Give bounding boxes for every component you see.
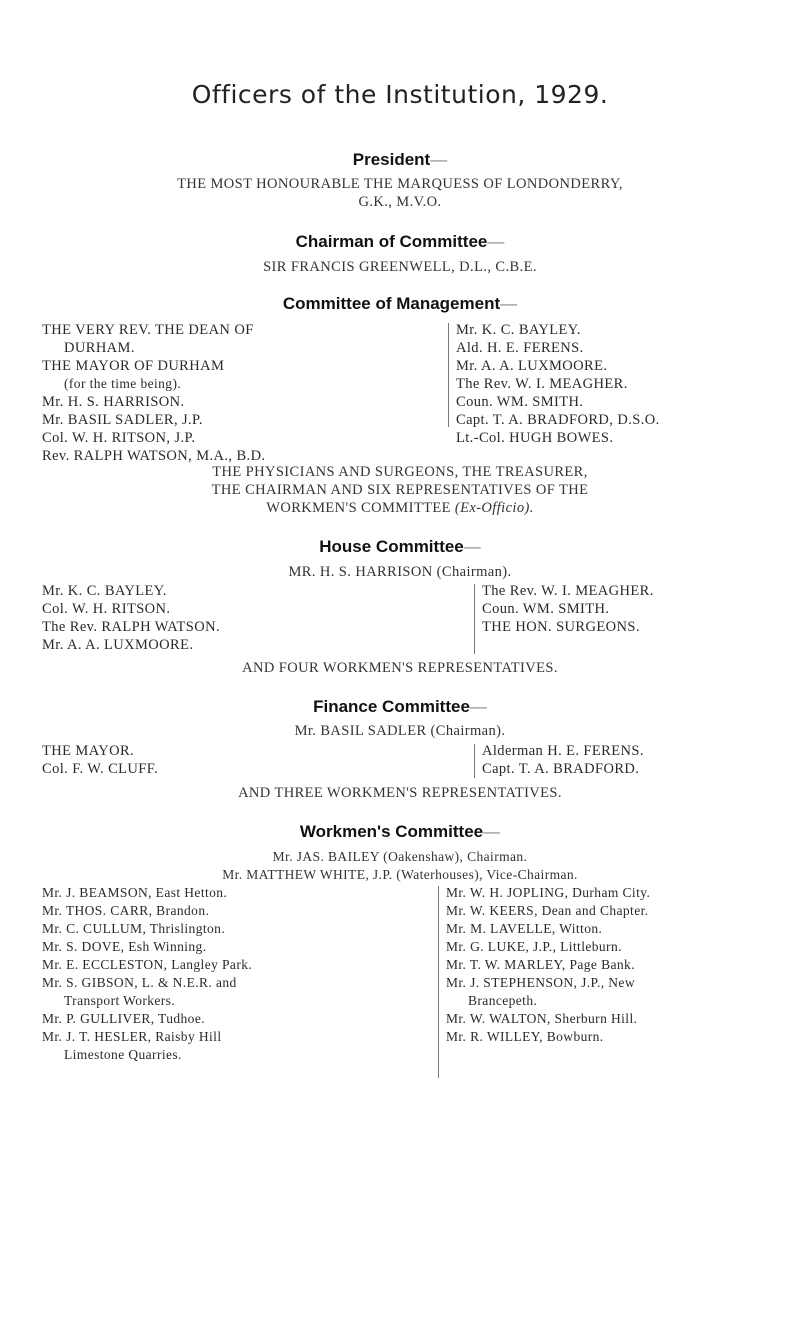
list-item: Mr. H. S. HARRISON. [42,394,185,410]
list-item: Mr. P. GULLIVER, Tudhoe. [42,1011,205,1026]
list-item: Mr. J. BEAMSON, East Hetton. [42,885,228,900]
list-item: The Rev. RALPH WATSON. [42,619,220,635]
list-item: Capt. T. A. BRADFORD. [482,761,640,777]
list-item: Mr. K. C. BAYLEY. [456,322,581,338]
house-heading: House Committee— [319,537,481,556]
list-item: Mr. G. LUKE, J.P., Littleburn. [446,939,622,954]
list-item: Col. W. H. RITSON, J.P. [42,430,196,446]
list-item: Mr. W. KEERS, Dean and Chapter. [446,903,649,918]
list-item: Col. F. W. CLUFF. [42,761,159,777]
list-item: Mr. T. W. MARLEY, Page Bank. [446,957,635,972]
list-item: Mr. R. WILLEY, Bowburn. [446,1029,604,1044]
finance-right-list [482,742,644,778]
management-heading: Committee of Management— [282,294,518,313]
chairman-heading-text: Chairman of Committee [295,232,488,251]
management-footer-text: WORKMEN'S COMMITTEE [266,500,451,516]
list-item: Alderman H. E. FERENS. [482,743,644,759]
list-item: Mr. C. CULLUM, Thrislington. [42,921,226,936]
workmen-right-list [446,884,650,1046]
list-item: Brancepeth. [468,993,538,1008]
list-item: Mr. K. C. BAYLEY. [42,583,167,599]
list-item: THE MAYOR OF DURHAM [42,358,225,374]
list-item: Mr. S. GIBSON, L. & N.E.R. and [42,975,237,990]
chairman-name: SIR FRANCIS GREENWELL, D.L., C.B.E. [263,259,537,275]
column-divider [474,584,475,654]
president-name-line1: THE MOST HONOURABLE THE MARQUESS OF LONDONDERRY, [177,176,623,192]
finance-heading-text: Finance Committee [313,697,470,716]
list-item: Limestone Quarries. [64,1047,182,1062]
house-left-list [42,582,220,654]
list-item: THE VERY REV. THE DEAN OF [42,322,254,338]
list-item: Transport Workers. [64,993,176,1008]
column-divider [438,886,439,1078]
list-item: DURHAM. [64,340,135,356]
workmen-chairman: Mr. JAS. BAILEY (Oakenshaw), Chairman. [272,849,528,864]
workmen-heading-text: Workmen's Committee [299,822,484,841]
page-title: Officers of the Institution, 1929. [191,80,609,109]
finance-chairman: Mr. BASIL SADLER (Chairman). [294,723,506,739]
list-item: Ald. H. E. FERENS. [456,340,584,356]
list-item: Coun. WM. SMITH. [456,394,584,410]
list-item: The Rev. W. I. MEAGHER. [482,583,654,599]
list-item: Mr. A. A. LUXMOORE. [456,358,608,374]
management-left-list [42,321,265,465]
list-item: Mr. BASIL SADLER, J.P. [42,412,203,428]
ex-officio-note: (Ex-Officio). [454,500,534,516]
list-item: The Rev. W. I. MEAGHER. [456,376,628,392]
finance-left-list [42,742,158,778]
list-item: Mr. S. DOVE, Esh Winning. [42,939,207,954]
list-item: Mr. J. T. HESLER, Raisby Hill [42,1029,222,1044]
management-footer-line2: THE CHAIRMAN AND SIX REPRESENTATIVES OF THE [211,482,589,498]
finance-heading: Finance Committee— [313,697,487,716]
list-item: Mr. M. LAVELLE, Witton. [446,921,603,936]
list-item: Mr. THOS. CARR, Brandon. [42,903,210,918]
list-item: THE HON. SURGEONS. [482,619,640,635]
list-item: Mr. J. STEPHENSON, J.P., New [446,975,635,990]
list-item: THE MAYOR. [42,743,135,759]
list-item: Lt.-Col. HUGH BOWES. [456,430,614,446]
list-item: Mr. E. ECCLESTON, Langley Park. [42,957,253,972]
workmen-left-list [42,884,252,1064]
president-heading: President— [352,150,448,169]
list-item: Coun. WM. SMITH. [482,601,610,617]
list-item: Mr. A. A. LUXMOORE. [42,637,194,653]
house-footer: AND FOUR WORKMEN'S REPRESENTATIVES. [242,660,558,676]
workmen-heading: Workmen's Committee— [299,822,501,841]
finance-footer: AND THREE WORKMEN'S REPRESENTATIVES. [238,785,562,801]
president-name-line2: G.K., M.V.O. [358,194,442,210]
list-item: Mr. W. WALTON, Sherburn Hill. [446,1011,638,1026]
column-divider [474,744,475,778]
management-footer-line3 [40,499,760,517]
workmen-vice-chairman: Mr. MATTHEW WHITE, J.P. (Waterhouses), Vice-Chairman. [222,867,578,882]
list-item: Rev. RALPH WATSON, M.A., B.D. [42,448,266,464]
list-item: (for the time being). [64,376,182,391]
house-heading-text: House Committee [319,537,464,556]
president-heading-text: President [352,150,431,169]
house-right-list [482,582,654,636]
chairman-heading: Chairman of Committee— [295,232,505,251]
management-footer-line1: THE PHYSICIANS AND SURGEONS, THE TREASURER, [212,464,588,480]
list-item: Mr. W. H. JOPLING, Durham City. [446,885,651,900]
list-item: Capt. T. A. BRADFORD, D.S.O. [456,412,660,428]
list-item: Col. W. H. RITSON. [42,601,171,617]
house-chairman: MR. H. S. HARRISON (Chairman). [288,564,512,580]
management-heading-text: Committee of Management [282,294,501,313]
management-right-list [456,321,660,447]
column-divider [448,323,449,427]
